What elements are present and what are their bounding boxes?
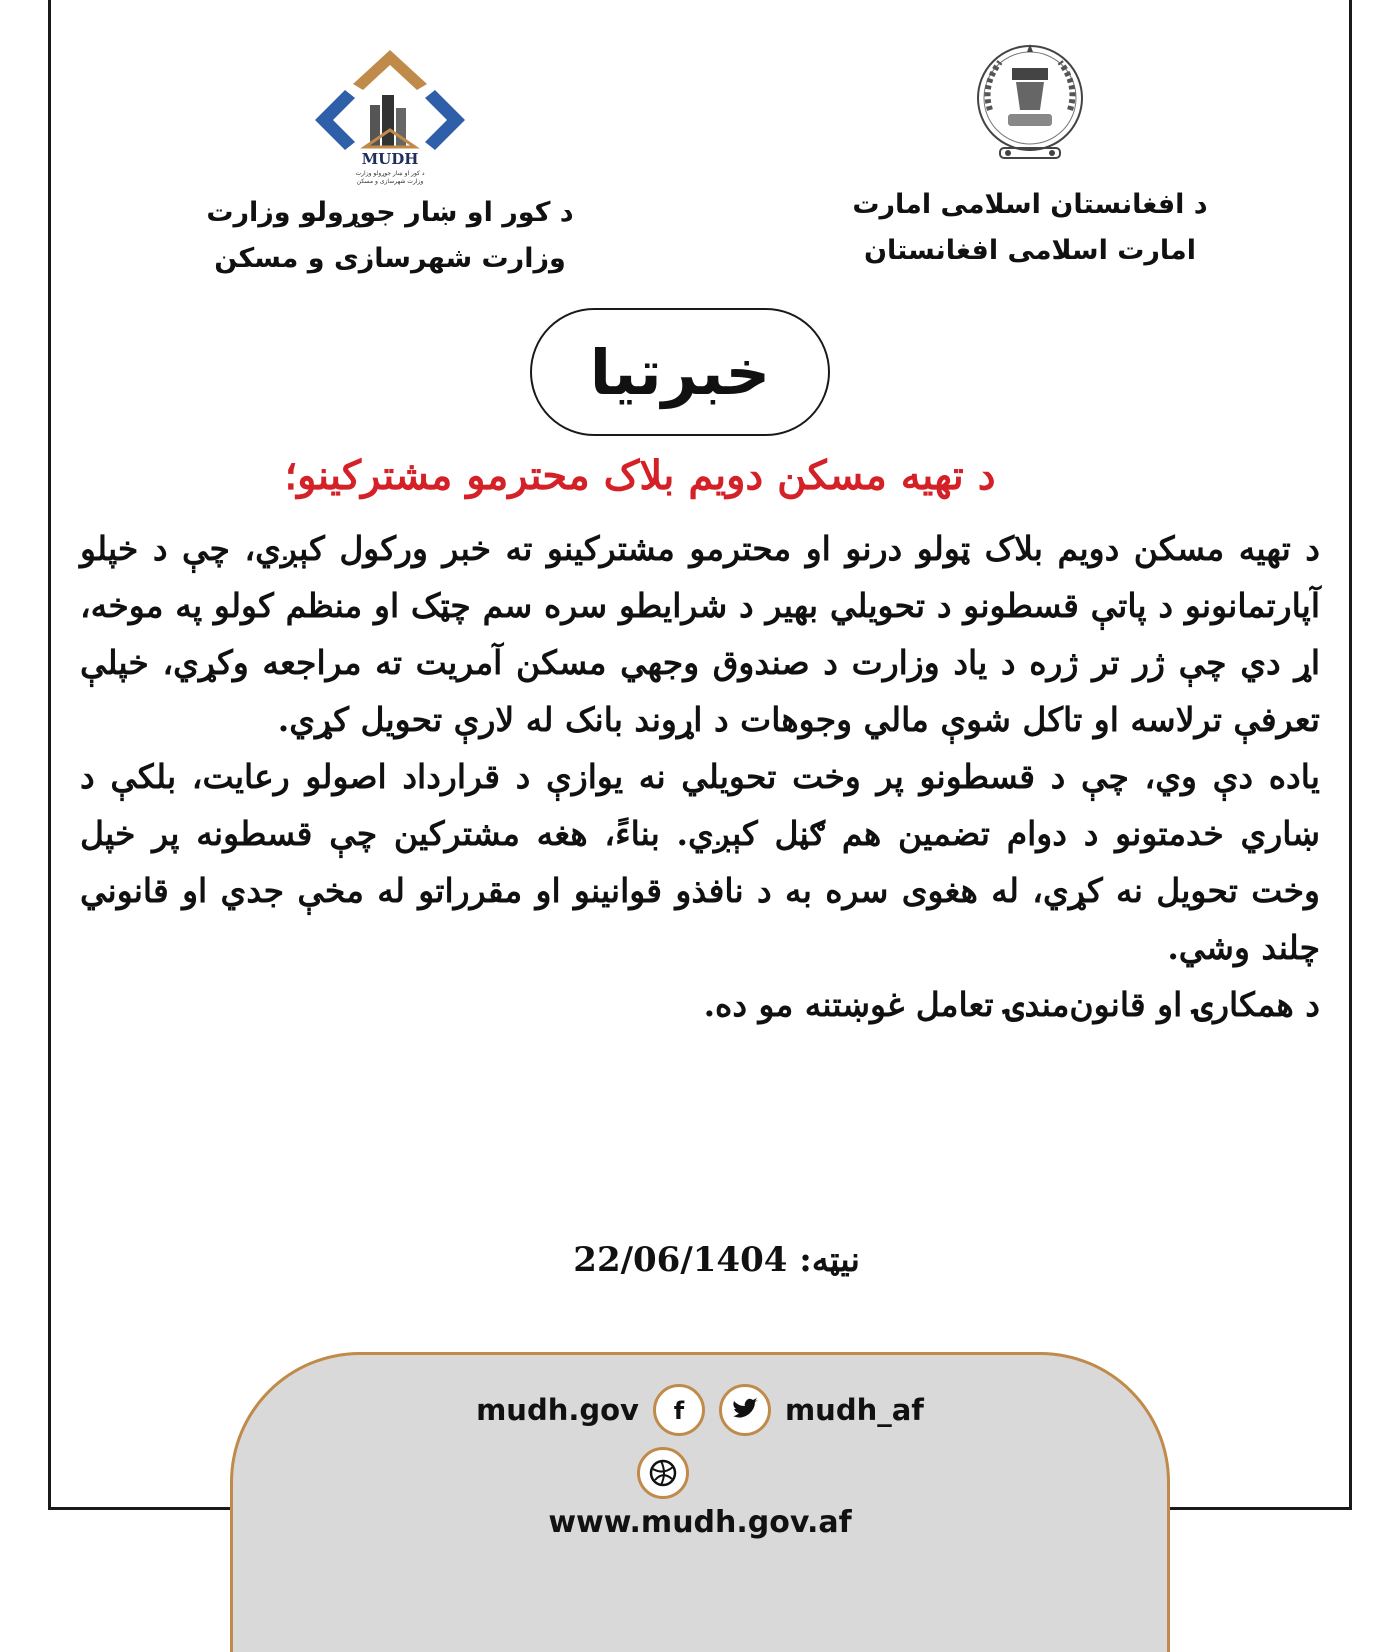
notice-body <box>80 520 1320 1033</box>
emirate-name-pashto: د افغانستان اسلامی امارت <box>852 189 1208 220</box>
body-paragraph-2: یاده دې وي، چې د قسطونو پر وخت تحویلي نه یوازې د قرارداد اصولو رعایت، بلکې د ښاري خدمتونو د دوام تضمین هم ګڼل کېږي. بناءً، هغه مشترکین چې قسطونه پر خپل وخت تحویل نه کړي، له هغوی سره به د نافذو قوانینو او مقرراتو له مخې جدي او قانوني چلند وشي. <box>80 757 1320 967</box>
notice-date <box>540 1240 860 1280</box>
date-value: 22/06/1404 <box>573 1240 788 1280</box>
body-paragraph-3: د همکارۍ او قانون‌مندۍ تعامل غوښتنه مو ده. <box>703 985 1320 1024</box>
mudh-logo <box>315 50 465 190</box>
date-label: نیټه: <box>799 1240 860 1280</box>
mudh-logo-caption-1: د کور او ښار جوړولو وزارت <box>355 170 425 177</box>
social-row <box>233 1375 1167 1445</box>
svg-text:f: f <box>673 1397 685 1425</box>
emirate-header <box>850 40 1210 274</box>
website-icon-wrap <box>637 1447 689 1499</box>
mudh-name-pashto: د کور او ښار جوړولو وزارت <box>206 197 574 228</box>
contact-footer <box>230 1352 1170 1652</box>
notice-subtitle: د تهیه مسکن دویم بلاک محترمو مشترکینو؛ <box>284 452 996 499</box>
website-link[interactable]: www.mudh.gov.af <box>548 1505 852 1540</box>
mudh-logo-caption-2: وزارت شهرسازی و مسکن <box>356 178 424 185</box>
notice-title-pill <box>530 308 830 436</box>
mudh-name-dari: وزارت شهرسازی و مسکن <box>214 243 566 274</box>
gov-handle[interactable]: mudh.gov <box>476 1393 639 1427</box>
facebook-icon[interactable] <box>653 1384 705 1436</box>
body-paragraph-1: د تهیه مسکن دویم بلاک ټولو درنو او محترمو مشترکینو ته خبر ورکول کېږي، چې د خپلو آپارتمانونو د پاتې قسطونو د تحویلي بهیر د شرایطو سره سم چټک او منظم کولو په موخه، اړ دي چې ژر تر ژره د یاد وزارت د صندوق وجهي مسکن آمریت ته مراجعه وکړي، خپلې تعرفې ترلاسه او تاکل شوې مالي وجوهات د اړوند بانک له لارې تحویل کړي. <box>80 529 1320 739</box>
globe-icon[interactable] <box>637 1447 689 1499</box>
notice-title: خبرتیا <box>589 335 771 409</box>
mudh-logo-text: MUDH <box>361 150 419 168</box>
emirate-name-dari: امارت اسلامی افغانستان <box>863 235 1197 266</box>
social-handle[interactable]: mudh_af <box>784 1393 924 1427</box>
twitter-icon[interactable] <box>719 1384 771 1436</box>
emirate-emblem <box>960 40 1100 168</box>
mudh-header <box>200 50 580 282</box>
